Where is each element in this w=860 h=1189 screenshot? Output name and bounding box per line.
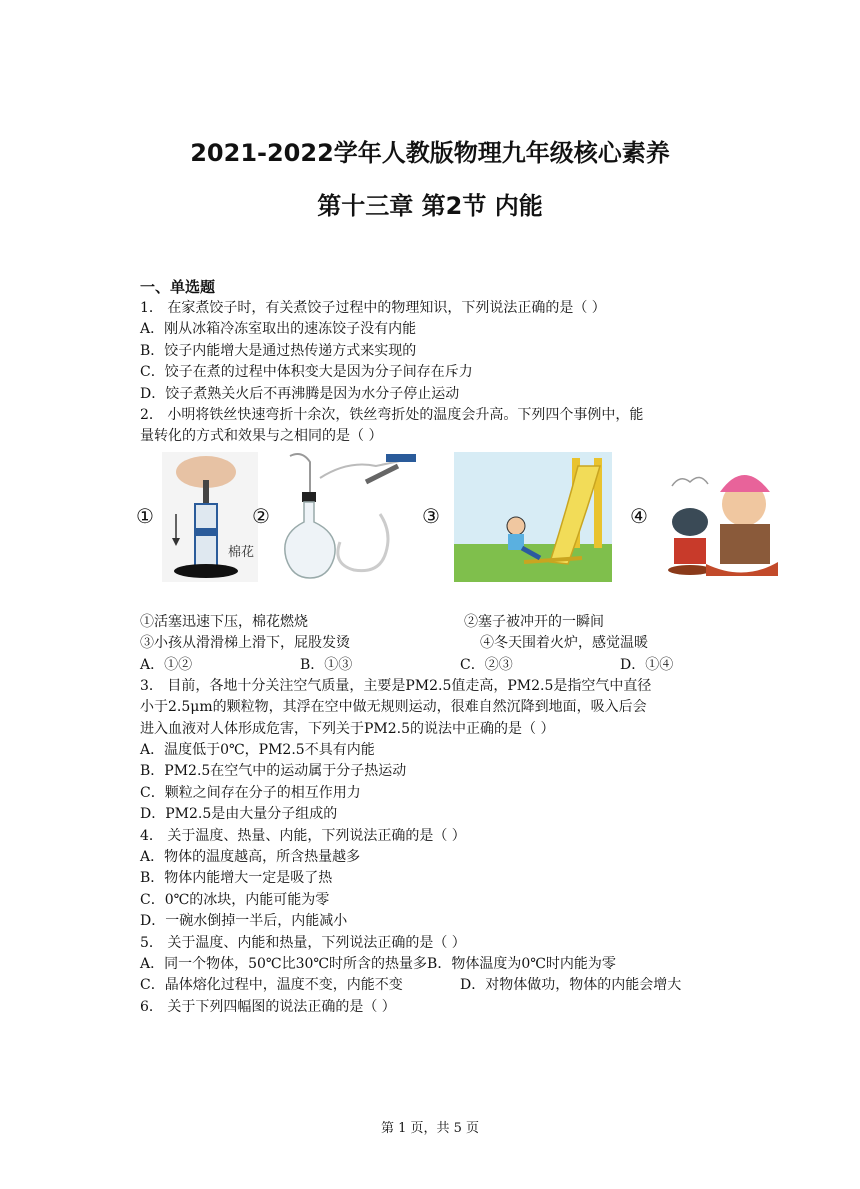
q4-option-d: D．一碗水倒掉一半后，内能减小	[140, 913, 348, 930]
q2-captions-row1	[140, 612, 740, 633]
q2-figures	[136, 452, 740, 602]
q2-captions-row2	[140, 633, 740, 654]
flask-figure	[276, 452, 418, 582]
q5-option-c: C．晶体熔化过程中，温度不变，内能不变	[140, 977, 403, 994]
q1-option-d: D．饺子煮熟关火后不再沸腾是因为水分子停止运动	[140, 385, 460, 402]
q2-option-c: C．②③	[460, 656, 513, 673]
q2-caption-3: ③小孩从滑滑梯上滑下，屁股发烫	[140, 635, 350, 652]
q4-option-a: A．物体的温度越高，所含热量越多	[140, 849, 361, 866]
fig4-number: ④	[630, 503, 648, 528]
q2-caption-2: ②塞子被冲开的一瞬间	[464, 613, 604, 630]
q3-option-a: A．温度低于0℃，PM2.5不具有内能	[140, 742, 375, 759]
piston-figure	[162, 452, 258, 582]
fig1-number: ①	[136, 503, 154, 528]
fig1-label: 棉花	[228, 544, 255, 560]
q3-stem-line1: 3． 目前，各地十分关注空气质量，主要是PM2.5值走高，PM2.5是指空气中直径	[140, 677, 652, 694]
fig3-number: ③	[422, 503, 440, 528]
document-subtitle: 第十三章 第2节 内能	[317, 192, 543, 220]
slide-figure	[454, 452, 612, 582]
q2-option-a: A．①②	[140, 656, 193, 673]
q6-stem: 6． 关于下列四幅图的说法正确的是（ ）	[140, 998, 396, 1015]
q1-option-b: B．饺子内能增大是通过热传递方式来实现的	[140, 342, 417, 359]
q4-option-b: B．物体内能增大一定是吸了热	[140, 870, 333, 887]
q4-stem: 4． 关于温度、热量、内能，下列说法正确的是（ ）	[140, 827, 466, 844]
q2-option-b: B．①③	[300, 656, 353, 673]
q3-stem-line2: 小于2.5μm的颗粒物，其浮在空中做无规则运动，很难自然沉降到地面，吸入后会	[140, 699, 647, 716]
q2-caption-4: ④冬天围着火炉，感觉温暖	[480, 635, 648, 652]
q2-stem-line1: 2． 小明将铁丝快速弯折十余次，铁丝弯折处的温度会升高。下列四个事例中，能	[140, 406, 644, 423]
section-heading: 一、单选题	[140, 278, 216, 296]
fig2-number: ②	[252, 503, 270, 528]
q3-stem-line3: 进入血液对人体形成危害，下列关于PM2.5的说法中正确的是（ ）	[140, 720, 555, 737]
question-list	[136, 298, 740, 1018]
q2-option-d: D．①④	[620, 656, 674, 673]
q5-options-ab: A．同一个物体，50℃比30℃时所含的热量多B．物体温度为0℃时内能为零	[140, 955, 616, 972]
document-title: 2021-2022学年人教版物理九年级核心素养	[190, 139, 670, 167]
q5-options-cd	[140, 975, 740, 996]
q2-options	[140, 655, 740, 676]
q1-option-a: A．刚从冰箱冷冻室取出的速冻饺子没有内能	[140, 321, 417, 338]
q5-option-d: D．对物体做功，物体的内能会增大	[460, 977, 682, 994]
q3-option-c: C．颗粒之间存在分子的相互作用力	[140, 784, 361, 801]
q2-caption-1: ①活塞迅速下压，棉花燃烧	[140, 613, 308, 630]
stove-figure	[666, 452, 778, 582]
q3-option-b: B．PM2.5在空气中的运动属于分子热运动	[140, 763, 407, 780]
page-footer: 第 1 页，共 5 页	[380, 1121, 480, 1136]
q1-option-c: C．饺子在煮的过程中体积变大是因为分子间存在斥力	[140, 364, 473, 381]
q5-stem: 5． 关于温度、内能和热量，下列说法正确的是（ ）	[140, 934, 466, 951]
q2-stem-line2: 量转化的方式和效果与之相同的是（ ）	[140, 428, 383, 445]
q3-option-d: D．PM2.5是由大量分子组成的	[140, 806, 338, 823]
q4-option-c: C．0℃的冰块，内能可能为零	[140, 891, 330, 908]
q1-stem: 1． 在家煮饺子时，有关煮饺子过程中的物理知识，下列说法正确的是（ ）	[140, 300, 606, 316]
